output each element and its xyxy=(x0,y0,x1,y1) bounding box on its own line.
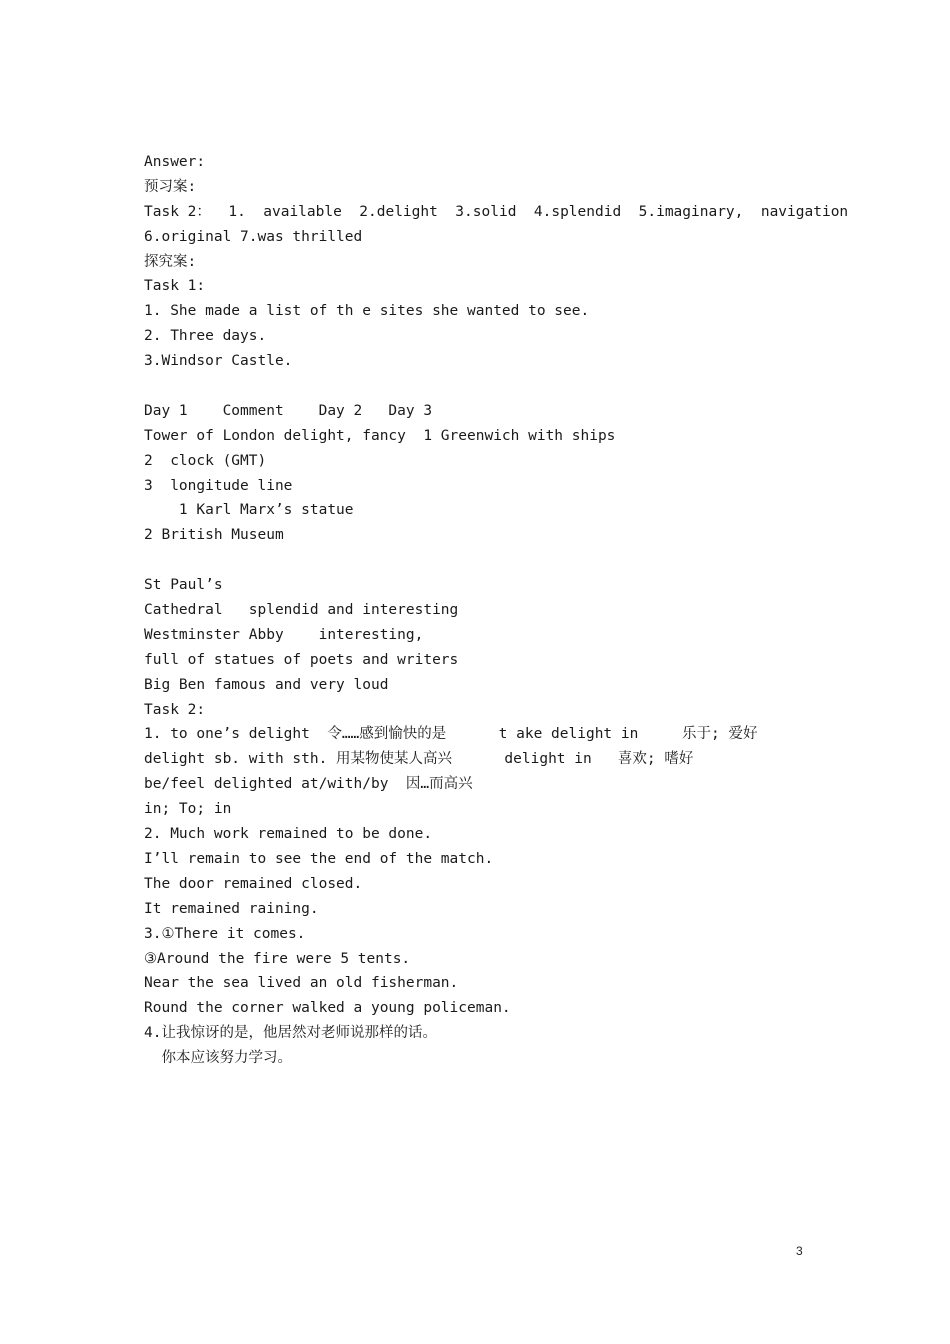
text-line: 2 clock (GMT) xyxy=(144,452,267,469)
blank-line xyxy=(144,548,834,573)
text-line: 2. Three days. xyxy=(144,328,267,345)
text-line: Answer: xyxy=(144,154,206,170)
text-line: ③Around the fire were 5 tents. xyxy=(144,950,411,967)
text-line: Cathedral splendid and interesting xyxy=(144,602,459,619)
blank-line xyxy=(144,374,834,399)
text-line: Day 1 Comment Day 2 Day 3 xyxy=(144,402,433,419)
text-line: Task 2： 1. available 2.delight 3.solid 4.splendid 5.imaginary, navigation xyxy=(144,203,849,220)
text-line: be/feel delighted at/with/by 因…而高兴 xyxy=(144,776,473,793)
text-line: Westminster Abby interesting, xyxy=(144,626,424,643)
text-line: Task 1: xyxy=(144,278,206,295)
text-line: 1. She made a list of th e sites she wanted to see. xyxy=(144,303,590,320)
text-line: 1. to one’s delight 令……感到愉快的是 t ake delight in 乐于; 爱好 xyxy=(144,726,758,743)
page-number: 3 xyxy=(796,1244,803,1258)
text-line: 3.Windsor Castle. xyxy=(144,353,293,370)
text-line: 3.①There it comes. xyxy=(144,925,306,942)
text-line: 1 Karl Marx’s statue xyxy=(144,502,354,519)
text-line: Task 2: xyxy=(144,701,206,718)
text-line: 4.让我惊讶的是，他居然对老师说那样的话。 xyxy=(144,1025,437,1042)
text-line: delight sb. with sth. 用某物使某人高兴 delight in 喜欢; 嗜好 xyxy=(144,751,694,768)
text-line: Near the sea lived an old fisherman. xyxy=(144,975,459,992)
text-line: I’ll remain to see the end of the match. xyxy=(144,850,494,867)
text-line: The door remained closed. xyxy=(144,875,363,892)
answer-text-block xyxy=(144,150,849,1071)
text-line: 2. Much work remained to be done. xyxy=(144,826,433,843)
text-line: It remained raining. xyxy=(144,900,319,917)
text-line: 你本应该努力学习。 xyxy=(144,1050,292,1067)
text-line: Round the corner walked a young policeman. xyxy=(144,1000,511,1017)
text-line: Big Ben famous and very loud xyxy=(144,676,389,693)
text-line: 预习案: xyxy=(144,178,197,195)
text-line: St Paul’s xyxy=(144,577,223,594)
text-line: in; To; in xyxy=(144,801,232,818)
text-line: 探究案: xyxy=(144,253,197,270)
text-line: 3 longitude line xyxy=(144,477,293,494)
text-line: full of statues of poets and writers xyxy=(144,651,459,668)
text-line: 6.original 7.was thrilled xyxy=(144,228,363,245)
text-line: 2 British Museum xyxy=(144,527,284,544)
text-line: Tower of London delight, fancy 1 Greenwich with ships xyxy=(144,427,616,444)
